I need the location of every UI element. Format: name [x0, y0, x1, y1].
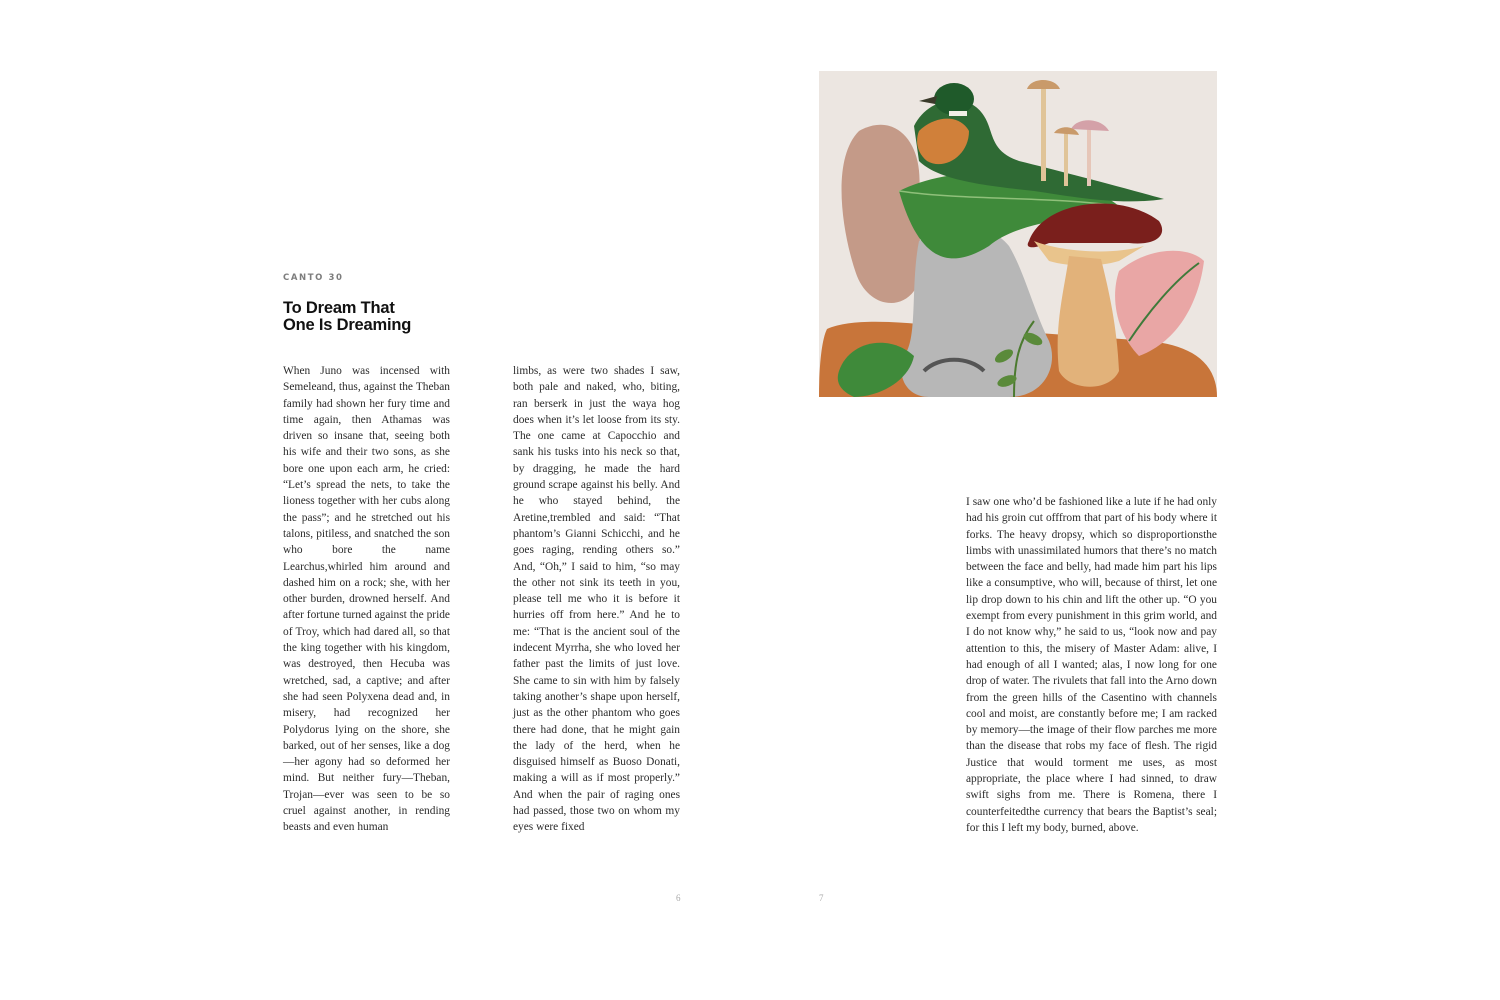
mushroom-cap-2 — [1071, 120, 1109, 131]
body-column-2: limbs, as were two shades I saw, both pale and naked, who, biting, ran berserk in just the waya hog does when it’s let loose from its sty. The one came at Capocchio and sank his tusks into his neck so that, by dragging, he made the hard ground scrape against his belly. And he who stayed behind, the Aretine,trembled and said: “That phantom’s Gianni Schicchi, and he goes raging, rending others so.” And, “Oh,” I said to him, “so may the other not sink its teeth in you, please tell me who it is before it hurries off from here.” And he to me: “That is the ancient soul of the indecent Myrrha, she who loved her father past the limits of just love. She came to sin with him by falsely taking another’s shape upon herself, just as the other phantom who goes there had done, that he might gain the lady of the herd, when he disguised himself as Buoso Donati, making a will as if most properly.” And when the pair of raging ones had passed, those two on whom my eyes were fixed — [513, 365, 680, 834]
duck-head-shape — [934, 83, 974, 115]
collage-illustration — [819, 71, 1217, 397]
mushroom-stem-3 — [1064, 131, 1068, 186]
page-number-left: 6 — [676, 893, 681, 903]
red-mushroom-stem — [1058, 256, 1119, 387]
collage-artwork — [819, 71, 1217, 397]
body-column-1: When Juno was incensed with Semeleand, thus, against the Theban family had shown her fury time and time again, then Athamas was driven so insane that, seeing both his wife and their two sons, as she bore one upon each arm, he cried: “Let’s spread the nets, to take the lioness together with her cubs along the pass”; and he stretched out his talons, pitiless, and snatched the son who bore the name Learchus,whirled him around and dashed him on a rock; she, with her other burden, drowned herself. And after fortune turned against the pride of Troy, which had dared all, so that the king together with his kingdom, was destroyed, then Hecuba was wretched, sad, a captive; and after she had seen Polyxena dead and, in misery, had recognized her Polydorus lying on the shore, she barked, out of her senses, like a dog—her agony had so deformed her mind. But neither fury—Theban, Trojan—ever was seen to be so cruel against another, in rending beasts and even human — [283, 365, 450, 834]
page-number-right: 7 — [819, 893, 824, 903]
mushroom-cap-1 — [1027, 80, 1060, 89]
chapter-title — [283, 300, 503, 334]
mushroom-stem-1 — [1041, 86, 1046, 181]
chapter-title-line-2: One Is Dreaming — [283, 316, 412, 334]
mushroom-stem-2 — [1087, 126, 1091, 186]
canto-label: CANTO 30 — [283, 273, 344, 283]
duck-bill-shape — [919, 96, 937, 104]
chapter-title-line-1: To Dream That — [283, 299, 395, 317]
duck-neck-ring — [949, 111, 967, 116]
body-column-3: I saw one who’d be fashioned like a lute if he had only had his groin cut offfrom that part of his body where it forks. The heavy dropsy, which so disproportionsthe limbs with unassimilated humors that there’s no match between the face and belly, had made him part his lips like a consumptive, who will, because of thirst, let one lip drop down to his chin and lift the other up. “O you exempt from every punishment in this grim world, and I do not know why,” he said to us, “look now and pay attention to this, the misery of Master Adam: alive, I had enough of all I wanted; alas, I now long for one drop of water. The rivulets that fall into the Arno down from the green hills of the Casentino with channels cool and moist, are constantly before me; I am racked by memory—the image of their flow parches me more than the disease that robs my face of flesh. The rigid Justice that would torment me uses, as most appropriate, the place where I had sinned, to draw swift sighs from me. There is Romena, there I counterfeitedthe currency that bears the Baptist’s seal; for this I left my body, burned, above. — [966, 496, 1217, 834]
